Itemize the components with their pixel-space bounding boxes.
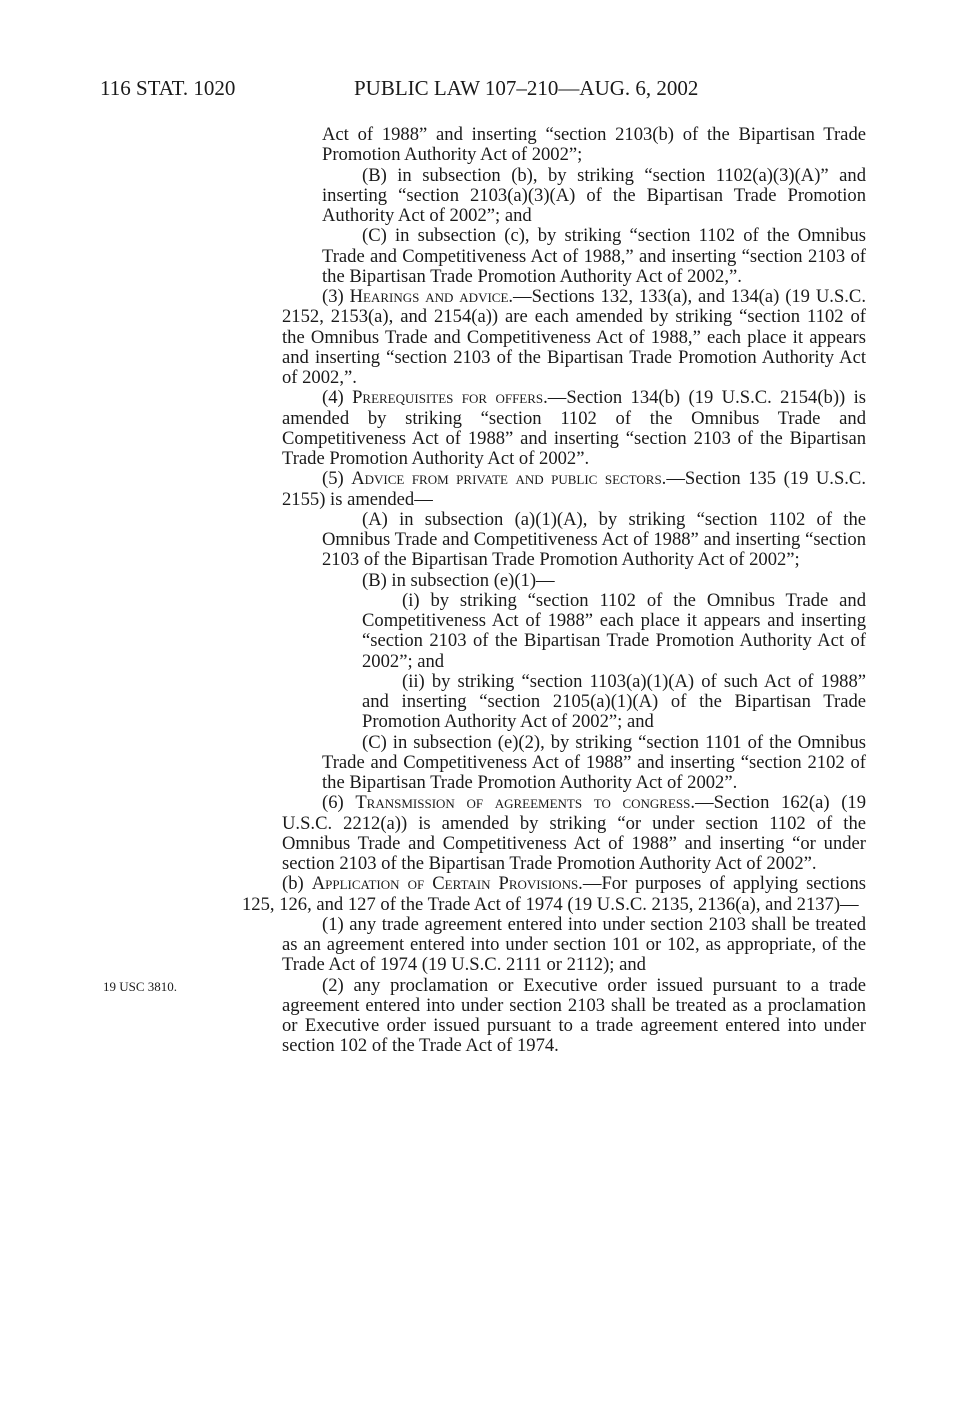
paragraph-subsection-e1: (B) in subsection (e)(1)—	[362, 569, 555, 591]
page-header	[100, 73, 770, 103]
item-number: (b)	[282, 873, 312, 895]
paragraph-item-1: (1) any trade agreement entered into under section 2103 shall be treated as an agreement entered into under section 101 or 102, as appropriate, of the Trade Act of 1974 (19 U.S.C. 2111 or 2112); and	[282, 913, 866, 976]
section-text: —Section 162(a) (19 U.S.C. 2212(a)) is amended by striking “or under section 1102 of the Omnibus Trade and Competitiveness Act of 1988” and inserting “or under section 2103 of the Bipartisan Trade Promotion Authority Act of 2002”.	[282, 792, 866, 874]
paragraph-application-of-provisions	[242, 874, 866, 915]
section-heading: Prerequisites for offers.	[352, 387, 548, 409]
paragraph-prerequisites-for-offers	[242, 388, 866, 469]
paragraph-subsection-a1a: (A) in subsection (a)(1)(A), by striking “section 1102 of the Omnibus Trade and Competitiveness Act of 1988” and inserting “section 2103 of the Bipartisan Trade Promotion Authority Act of 2002”;	[322, 508, 866, 571]
section-heading: Transmission of agreements to congress.	[355, 792, 696, 814]
paragraph-subsection-c: (C) in subsection (c), by striking “section 1102 of the Omnibus Trade and Competitiveness Act of 1988,” and inserting “section 2103 of the Bipartisan Trade Promotion Authority Act of 2002,”.	[322, 225, 866, 287]
section-text: —Section 135 (19 U.S.C. 2155) is amended—	[282, 468, 866, 510]
section-heading: Advice from private and public sectors.	[351, 468, 667, 490]
margin-citation: 19 USC 3810.	[103, 979, 178, 994]
section-text: —Sections 132, 133(a), and 134(a) (19 U.S.C. 2152, 2153(a), and 2154(a)) are each amended by striking “section 1102 of the Omnibus Trade and Competitiveness Act of 1988,” each place it appears and inserting “section 2103 of the Bipartisan Trade Promotion Authority Act of 2002,”.	[282, 286, 866, 388]
law-body-text	[242, 125, 866, 1057]
paragraph-hearings-and-advice	[242, 287, 866, 388]
paragraph-item-2: (2) any proclamation or Executive order issued pursuant to a trade agreement entered into under section 2103 shall be treated as a proclamation or Executive order issued pursuant to a trade agreement entered into under section 102 of the Trade Act of 1974.	[282, 974, 866, 1057]
public-law-heading: PUBLIC LAW 107–210—AUG. 6, 2002	[354, 76, 699, 100]
section-heading: Hearings and advice.	[349, 286, 514, 307]
section-text: —For purposes of applying sections 125, 126, and 127 of the Trade Act of 1974 (19 U.S.C. 2135, 2136(a), and 2137)—	[242, 873, 866, 915]
paragraph-advice-from-sectors	[242, 469, 866, 510]
paragraph-continuation: Act of 1988” and inserting “section 2103(b) of the Bipartisan Trade Promotion Authority Act of 2002”;	[322, 124, 866, 166]
paragraph-subsection-b: (B) in subsection (b), by striking “section 1102(a)(3)(A)” and inserting “section 2103(a)(3)(A) of the Bipartisan Trade Promotion Authority Act of 2002”; and	[322, 164, 866, 226]
item-number: (6)	[322, 792, 356, 814]
stat-page-reference: 116 STAT. 1020	[100, 76, 236, 100]
paragraph-transmission-of-agreements	[242, 793, 866, 874]
item-number: (5)	[322, 468, 352, 490]
section-text: —Section 134(b) (19 U.S.C. 2154(b)) is amended by striking “section 1102 of the Omnibus Trade and Competitiveness Act of 1988” and inserting “section 2103 of the Bipartisan Trade Promotion Authority Act of 2002”.	[282, 387, 866, 469]
paragraph-subsection-e2: (C) in subsection (e)(2), by striking “section 1101 of the Omnibus Trade and Competitiveness Act of 1988” and inserting “section 2102 of the Bipartisan Trade Promotion Authority Act of 2002”.	[322, 731, 866, 793]
section-heading: Application of Certain Provisions.	[311, 873, 583, 895]
item-number: (4)	[322, 387, 353, 409]
item-number: (3)	[322, 286, 350, 307]
paragraph-clause-ii: (ii) by striking “section 1103(a)(1)(A) of such Act of 1988” and inserting “section 2105(a)(1)(A) of the Bipartisan Trade Promotion Authority Act of 2002”; and	[362, 670, 866, 733]
paragraph-clause-i: (i) by striking “section 1102 of the Omnibus Trade and Competitiveness Act of 1988” each place it appears and inserting “section 2103 of the Bipartisan Trade Promotion Authority Act of 2002”; and	[362, 589, 866, 672]
